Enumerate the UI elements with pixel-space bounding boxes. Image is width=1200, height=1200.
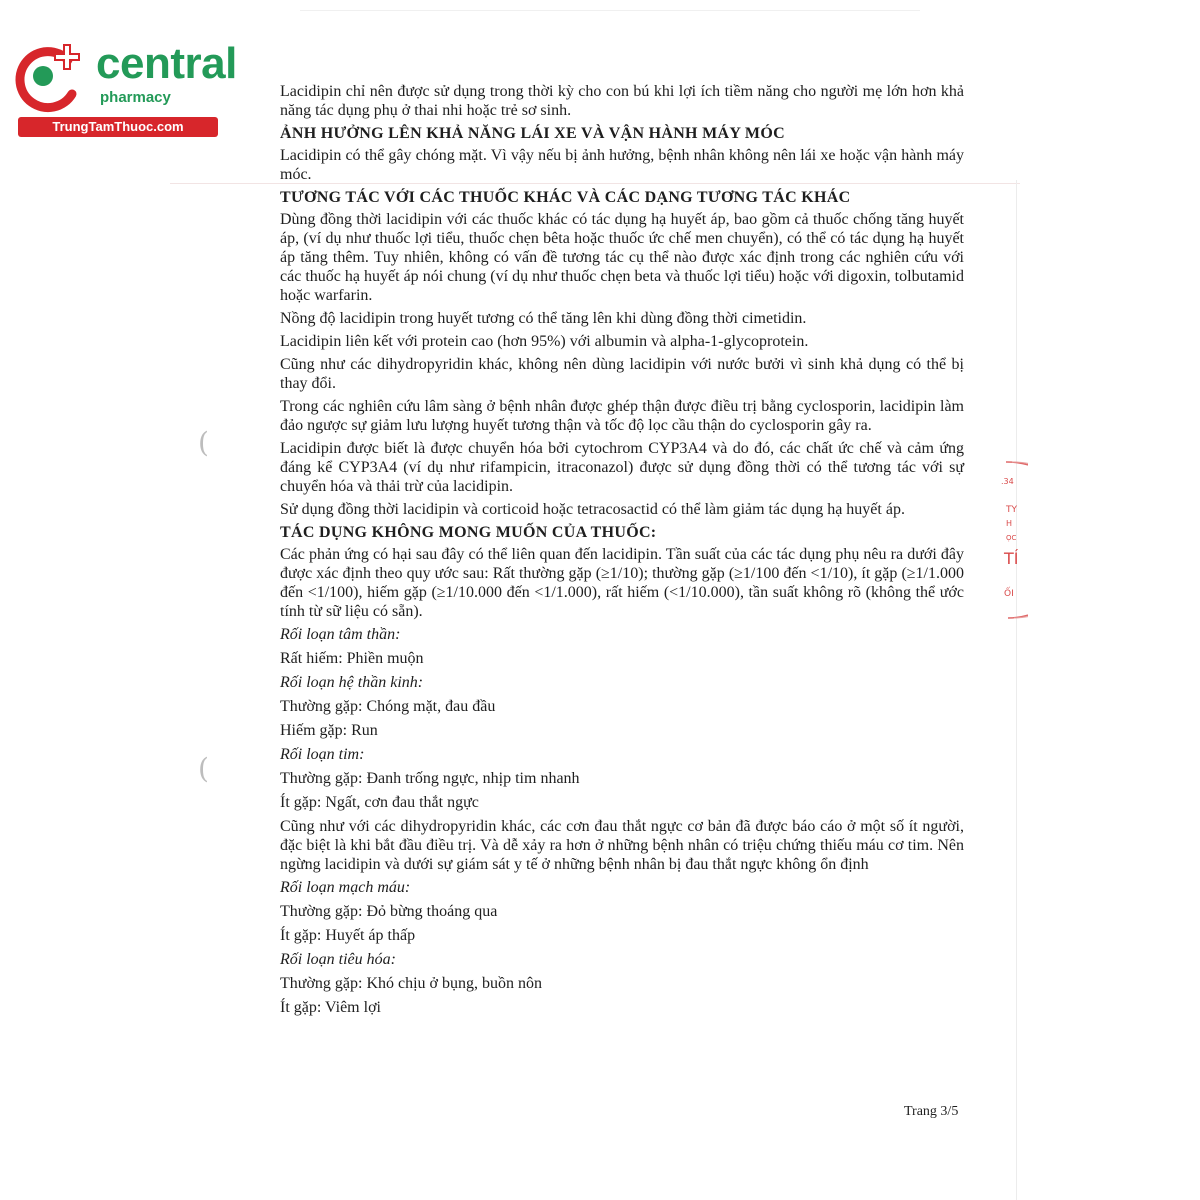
paragraph-interactions-3: Lacidipin liên kết với protein cao (hơn 95%) với albumin và alpha-1-glycoprotein. (280, 333, 809, 350)
svg-text:ỌC: ỌC (1006, 534, 1017, 542)
category-cardiac: Rối loạn tim: (280, 746, 365, 763)
paragraph-driving: Lacidipin có thể gây chóng mặt. Vì vậy nếu bị ảnh hưởng, bệnh nhân không nên lái xe hoặc vận hành máy móc. (280, 147, 964, 183)
effect-vascular-2: Ít gặp: Huyết áp thấp (280, 927, 416, 944)
brand-name: central (96, 39, 237, 88)
paragraph-interactions-5: Trong các nghiên cứu lâm sàng ở bệnh nhân được ghép thận được điều trị bằng cyclosporin, lacidipin làm đảo ngược sự giảm lưu lượng huyết tương thận và tốc độ lọc cầu thận do cyclosporin gây ra. (280, 398, 964, 434)
brand-sub: pharmacy (100, 89, 171, 106)
paragraph-interactions-4: Cũng như các dihydropyridin khác, không nên dùng lacidipin với nước bưởi vì sinh khả dụng có thể bị thay đổi. (280, 356, 964, 392)
red-stamp-fragment (998, 460, 1028, 620)
category-vascular: Rối loạn mạch máu: (280, 879, 411, 896)
paragraph-adverse-effects: Các phản ứng có hại sau đây có thể liên quan đến lacidipin. Tần suất của các tác dụng phụ nêu ra dưới đây được xác định theo quy ước sau: Rất thường gặp (≥1/10); thường gặp (≥1/100 đến <1/10), ít gặp (≥1/1.000 đến <1/100), hiếm gặp (≥1/10.000 đến <1/1.000), rất hiếm (<1/10.000), tần suất không rõ (không thể ước tính từ sữ liệu có sẵn). (280, 546, 964, 620)
heading-interactions: TƯƠNG TÁC VỚI CÁC THUỐC KHÁC VÀ CÁC DẠNG TƯƠNG TÁC KHÁC (280, 189, 851, 206)
scan-edge-right (1016, 180, 1017, 1200)
scan-mark-1: ( (198, 426, 209, 459)
brand-site-badge[interactable]: TrungTamThuoc.com (18, 117, 218, 137)
category-nervous: Rối loạn hệ thần kinh: (280, 674, 424, 691)
heading-adverse-effects: TÁC DỤNG KHÔNG MONG MUỐN CỦA THUỐC: (280, 524, 657, 541)
paragraph-interactions-7: Sử dụng đồng thời lacidipin và corticoid hoặc tetracosactid có thể làm giảm tác dụng hạ huyết áp. (280, 501, 905, 518)
scan-edge-top (300, 10, 920, 11)
svg-text:.34: .34 (1001, 477, 1014, 486)
paragraph-interactions-1: Dùng đồng thời lacidipin với các thuốc khác có tác dụng hạ huyết áp, bao gồm cả thuốc chống tăng huyết áp, (ví dụ như thuốc lợi tiểu, thuốc chẹn bêta hoặc thuốc ức chế men chuyển), có thể có tác dụng hạ huyết áp tăng thêm. Tuy nhiên, không có vấn đề tương tác cụ thể nào được xác định trong các nghiên cứu với các thuốc hạ huyết áp nói chung (ví dụ như thuốc chẹn beta và thuốc lợi tiểu) hoặc với digoxin, tolbutamid hoặc warfarin. (280, 211, 964, 304)
effect-vascular-1: Thường gặp: Đỏ bừng thoáng qua (280, 903, 498, 920)
svg-text:H: H (1006, 519, 1013, 528)
effect-nervous-1: Thường gặp: Chóng mặt, đau đầu (280, 698, 496, 715)
svg-text:TÍ: TÍ (1004, 549, 1019, 568)
paragraph-cardiac: Cũng như với các dihydropyridin khác, các cơn đau thắt ngực cơ bản đã được báo cáo ở một số ít người, đặc biệt là khi bắt đầu điều trị. Và dễ xảy ra hơn ở những bệnh nhân có triệu chứng thiếu máu cơ tim. Nên ngừng lacidipin và dưới sự giám sát y tế ở những bệnh nhân bị đau thắt ngực không ổn định (280, 818, 964, 873)
effect-cardiac-1: Thường gặp: Đanh trống ngực, nhịp tim nhanh (280, 770, 580, 787)
central-pharmacy-logo-icon (10, 38, 90, 114)
paragraph-interactions-6: Lacidipin được biết là được chuyển hóa bởi cytochrom CYP3A4 và do đó, các chất ức chế và cảm ứng đáng kể CYP3A4 (ví dụ như rifampicin, itraconazol) được sử dụng đồng thời có thể tương tác với sự chuyển hóa và thải trừ của lacidipin. (280, 440, 964, 495)
effect-psychiatric-1: Rất hiếm: Phiền muộn (280, 650, 424, 667)
effect-cardiac-2: Ít gặp: Ngất, cơn đau thắt ngực (280, 794, 479, 811)
effect-gastrointestinal-1: Thường gặp: Khó chịu ở bụng, buồn nôn (280, 975, 543, 992)
svg-text:ỐI: ỐI (1004, 589, 1014, 599)
category-gastrointestinal: Rối loạn tiêu hóa: (280, 951, 396, 968)
page-number: Trang 3/5 (904, 1104, 959, 1119)
category-psychiatric: Rối loạn tâm thần: (280, 626, 401, 643)
document-body (280, 82, 964, 1022)
brand-logo[interactable] (10, 38, 237, 138)
heading-driving: ẢNH HƯỞNG LÊN KHẢ NĂNG LÁI XE VÀ VẬN HÀNH MÁY MÓC (280, 125, 785, 142)
effect-gastrointestinal-2: Ít gặp: Viêm lợi (280, 999, 381, 1016)
svg-text:TY: TY (1006, 505, 1017, 515)
paragraph-interactions-2: Nồng độ lacidipin trong huyết tương có thể tăng lên khi dùng đồng thời cimetidin. (280, 310, 807, 327)
scan-mark-2: ( (198, 752, 209, 785)
paragraph-lactation: Lacidipin chỉ nên được sử dụng trong thời kỳ cho con bú khi lợi ích tiềm năng cho người mẹ lớn hơn khả năng tác dụng phụ ở thai nhi hoặc trẻ sơ sinh. (280, 83, 964, 119)
effect-nervous-2: Hiếm gặp: Run (280, 722, 378, 739)
